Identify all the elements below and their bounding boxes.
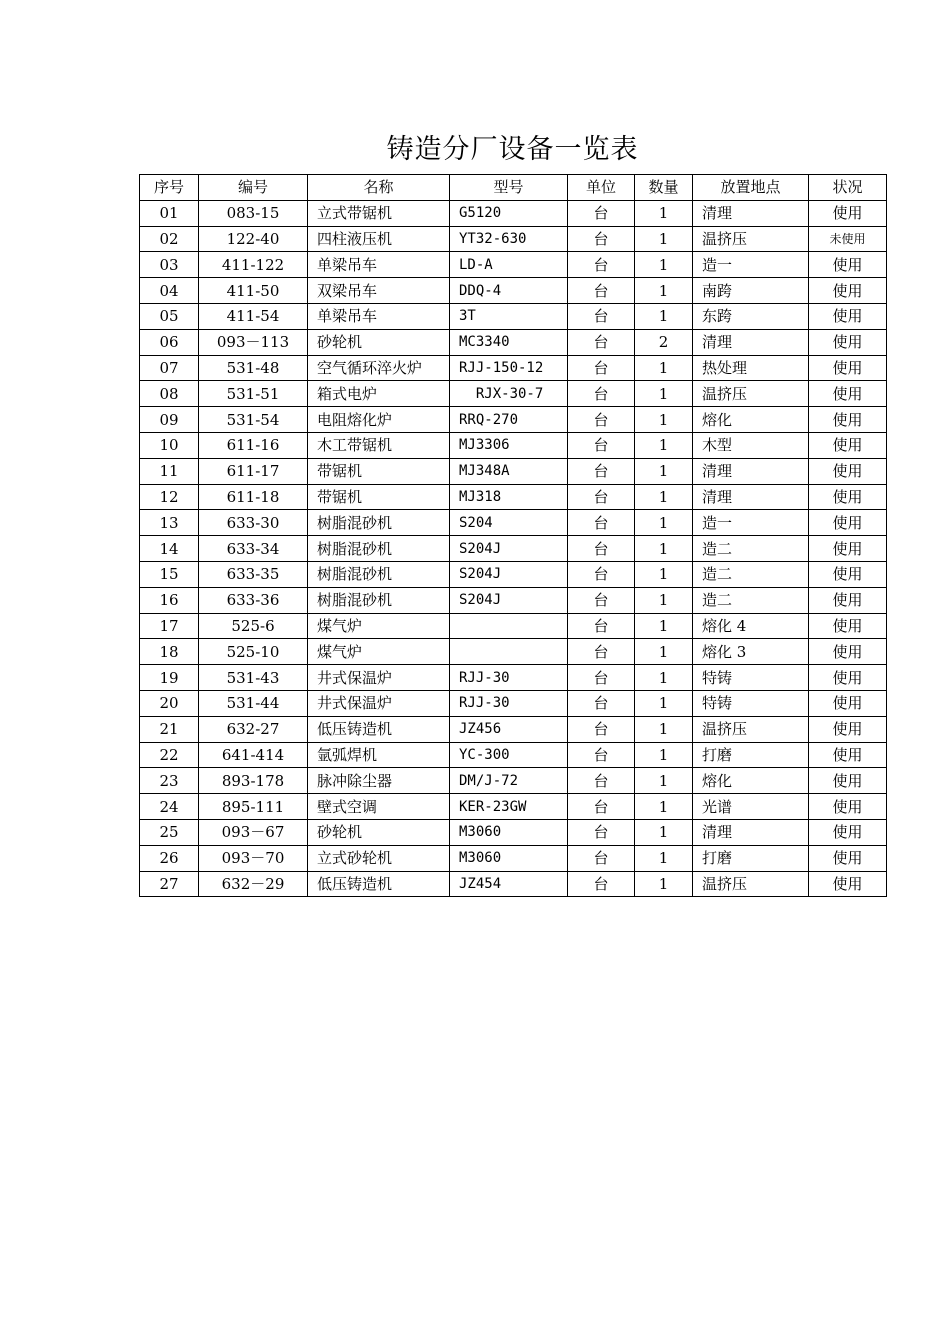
quantity-cell: 1 <box>635 432 693 458</box>
location-cell: 熔化 4 <box>693 613 809 639</box>
status-cell: 使用 <box>809 845 887 871</box>
code-cell: 893-178 <box>199 768 308 794</box>
model-cell: YT32-630 <box>450 226 568 252</box>
quantity-cell: 1 <box>635 742 693 768</box>
model-cell <box>450 639 568 665</box>
status-cell: 使用 <box>809 871 887 897</box>
table-row <box>140 716 887 742</box>
column-header: 放置地点 <box>693 175 809 201</box>
model-cell: RJJ-30 <box>450 665 568 691</box>
status-cell: 使用 <box>809 794 887 820</box>
code-cell: 531-48 <box>199 355 308 381</box>
status-cell: 未使用 <box>809 226 887 252</box>
status-cell: 使用 <box>809 536 887 562</box>
model-cell: JZ454 <box>450 871 568 897</box>
location-cell: 清理 <box>693 329 809 355</box>
model-cell: MC3340 <box>450 329 568 355</box>
unit-cell: 台 <box>568 613 635 639</box>
serial-cell: 15 <box>140 561 199 587</box>
table-row <box>140 561 887 587</box>
status-cell: 使用 <box>809 252 887 278</box>
quantity-cell: 1 <box>635 613 693 639</box>
quantity-cell: 1 <box>635 716 693 742</box>
unit-cell: 台 <box>568 381 635 407</box>
quantity-cell: 1 <box>635 690 693 716</box>
location-cell: 清理 <box>693 819 809 845</box>
quantity-cell: 1 <box>635 587 693 613</box>
unit-cell: 台 <box>568 561 635 587</box>
code-cell: 531-51 <box>199 381 308 407</box>
name-cell: 木工带锯机 <box>308 432 450 458</box>
unit-cell: 台 <box>568 768 635 794</box>
table-row <box>140 278 887 304</box>
status-cell: 使用 <box>809 587 887 613</box>
status-cell: 使用 <box>809 303 887 329</box>
serial-cell: 01 <box>140 200 199 226</box>
table-row <box>140 484 887 510</box>
model-cell: RJJ-150-12 <box>450 355 568 381</box>
code-cell: 093－67 <box>199 819 308 845</box>
table-row <box>140 768 887 794</box>
table-row <box>140 845 887 871</box>
name-cell: 箱式电炉 <box>308 381 450 407</box>
serial-cell: 18 <box>140 639 199 665</box>
name-cell: 双梁吊车 <box>308 278 450 304</box>
name-cell: 树脂混砂机 <box>308 536 450 562</box>
table-row <box>140 226 887 252</box>
unit-cell: 台 <box>568 303 635 329</box>
unit-cell: 台 <box>568 536 635 562</box>
table-row <box>140 639 887 665</box>
unit-cell: 台 <box>568 794 635 820</box>
model-cell: G5120 <box>450 200 568 226</box>
quantity-cell: 1 <box>635 200 693 226</box>
name-cell: 树脂混砂机 <box>308 587 450 613</box>
serial-cell: 06 <box>140 329 199 355</box>
serial-cell: 23 <box>140 768 199 794</box>
location-cell: 打磨 <box>693 742 809 768</box>
name-cell: 立式砂轮机 <box>308 845 450 871</box>
unit-cell: 台 <box>568 845 635 871</box>
model-cell: MJ318 <box>450 484 568 510</box>
location-cell: 造一 <box>693 252 809 278</box>
serial-cell: 03 <box>140 252 199 278</box>
model-cell: RJX-30-7 <box>450 381 568 407</box>
location-cell: 温挤压 <box>693 716 809 742</box>
table-row <box>140 794 887 820</box>
unit-cell: 台 <box>568 871 635 897</box>
quantity-cell: 1 <box>635 536 693 562</box>
location-cell: 造二 <box>693 587 809 613</box>
table-row <box>140 458 887 484</box>
location-cell: 造二 <box>693 561 809 587</box>
code-cell: 641-414 <box>199 742 308 768</box>
model-cell: LD-A <box>450 252 568 278</box>
table-row <box>140 613 887 639</box>
table-row <box>140 871 887 897</box>
column-header: 状况 <box>809 175 887 201</box>
status-cell: 使用 <box>809 458 887 484</box>
model-cell: S204J <box>450 536 568 562</box>
unit-cell: 台 <box>568 407 635 433</box>
model-cell: M3060 <box>450 819 568 845</box>
unit-cell: 台 <box>568 742 635 768</box>
model-cell: S204J <box>450 561 568 587</box>
equipment-table <box>139 174 887 897</box>
code-cell: 633-34 <box>199 536 308 562</box>
table-row <box>140 407 887 433</box>
status-cell: 使用 <box>809 639 887 665</box>
unit-cell: 台 <box>568 819 635 845</box>
name-cell: 四柱液压机 <box>308 226 450 252</box>
model-cell: 3T <box>450 303 568 329</box>
table-row <box>140 381 887 407</box>
name-cell: 树脂混砂机 <box>308 561 450 587</box>
code-cell: 083-15 <box>199 200 308 226</box>
model-cell: DM/J-72 <box>450 768 568 794</box>
serial-cell: 07 <box>140 355 199 381</box>
column-header: 单位 <box>568 175 635 201</box>
location-cell: 东跨 <box>693 303 809 329</box>
unit-cell: 台 <box>568 587 635 613</box>
model-cell: DDQ-4 <box>450 278 568 304</box>
location-cell: 清理 <box>693 484 809 510</box>
code-cell: 093－113 <box>199 329 308 355</box>
code-cell: 531-43 <box>199 665 308 691</box>
model-cell: MJ348A <box>450 458 568 484</box>
name-cell: 低压铸造机 <box>308 871 450 897</box>
status-cell: 使用 <box>809 432 887 458</box>
unit-cell: 台 <box>568 432 635 458</box>
serial-cell: 25 <box>140 819 199 845</box>
serial-cell: 27 <box>140 871 199 897</box>
name-cell: 井式保温炉 <box>308 665 450 691</box>
quantity-cell: 1 <box>635 252 693 278</box>
model-cell: RJJ-30 <box>450 690 568 716</box>
status-cell: 使用 <box>809 561 887 587</box>
location-cell: 清理 <box>693 200 809 226</box>
model-cell <box>450 613 568 639</box>
code-cell: 531-54 <box>199 407 308 433</box>
quantity-cell: 1 <box>635 407 693 433</box>
unit-cell: 台 <box>568 252 635 278</box>
serial-cell: 04 <box>140 278 199 304</box>
status-cell: 使用 <box>809 407 887 433</box>
location-cell: 特铸 <box>693 690 809 716</box>
name-cell: 砂轮机 <box>308 329 450 355</box>
serial-cell: 20 <box>140 690 199 716</box>
code-cell: 411-50 <box>199 278 308 304</box>
quantity-cell: 1 <box>635 381 693 407</box>
serial-cell: 26 <box>140 845 199 871</box>
serial-cell: 02 <box>140 226 199 252</box>
unit-cell: 台 <box>568 510 635 536</box>
serial-cell: 11 <box>140 458 199 484</box>
code-cell: 093－70 <box>199 845 308 871</box>
quantity-cell: 1 <box>635 510 693 536</box>
location-cell: 熔化 <box>693 407 809 433</box>
name-cell: 井式保温炉 <box>308 690 450 716</box>
model-cell: YC-300 <box>450 742 568 768</box>
quantity-cell: 1 <box>635 484 693 510</box>
code-cell: 611-16 <box>199 432 308 458</box>
location-cell: 熔化 <box>693 768 809 794</box>
name-cell: 树脂混砂机 <box>308 510 450 536</box>
unit-cell: 台 <box>568 458 635 484</box>
location-cell: 木型 <box>693 432 809 458</box>
unit-cell: 台 <box>568 484 635 510</box>
status-cell: 使用 <box>809 484 887 510</box>
name-cell: 脉冲除尘器 <box>308 768 450 794</box>
model-cell: RRQ-270 <box>450 407 568 433</box>
quantity-cell: 1 <box>635 278 693 304</box>
location-cell: 特铸 <box>693 665 809 691</box>
code-cell: 531-44 <box>199 690 308 716</box>
name-cell: 带锯机 <box>308 484 450 510</box>
code-cell: 633-35 <box>199 561 308 587</box>
column-header: 名称 <box>308 175 450 201</box>
location-cell: 造一 <box>693 510 809 536</box>
table-row <box>140 200 887 226</box>
quantity-cell: 1 <box>635 226 693 252</box>
status-cell: 使用 <box>809 613 887 639</box>
model-cell: S204 <box>450 510 568 536</box>
location-cell: 温挤压 <box>693 226 809 252</box>
table-header-row <box>140 175 887 201</box>
status-cell: 使用 <box>809 381 887 407</box>
code-cell: 411-122 <box>199 252 308 278</box>
location-cell: 热处理 <box>693 355 809 381</box>
quantity-cell: 1 <box>635 458 693 484</box>
quantity-cell: 1 <box>635 639 693 665</box>
location-cell: 打磨 <box>693 845 809 871</box>
column-header: 编号 <box>199 175 308 201</box>
name-cell: 单梁吊车 <box>308 252 450 278</box>
serial-cell: 19 <box>140 665 199 691</box>
location-cell: 清理 <box>693 458 809 484</box>
status-cell: 使用 <box>809 716 887 742</box>
model-cell: MJ3306 <box>450 432 568 458</box>
table-row <box>140 355 887 381</box>
location-cell: 光谱 <box>693 794 809 820</box>
location-cell: 温挤压 <box>693 381 809 407</box>
code-cell: 122-40 <box>199 226 308 252</box>
quantity-cell: 1 <box>635 665 693 691</box>
table-row <box>140 510 887 536</box>
name-cell: 电阻熔化炉 <box>308 407 450 433</box>
table-row <box>140 536 887 562</box>
column-header: 型号 <box>450 175 568 201</box>
quantity-cell: 1 <box>635 794 693 820</box>
serial-cell: 21 <box>140 716 199 742</box>
code-cell: 632－29 <box>199 871 308 897</box>
code-cell: 632-27 <box>199 716 308 742</box>
name-cell: 单梁吊车 <box>308 303 450 329</box>
quantity-cell: 1 <box>635 819 693 845</box>
table-row <box>140 329 887 355</box>
name-cell: 壁式空调 <box>308 794 450 820</box>
model-cell: KER-23GW <box>450 794 568 820</box>
status-cell: 使用 <box>809 278 887 304</box>
unit-cell: 台 <box>568 200 635 226</box>
code-cell: 525-10 <box>199 639 308 665</box>
unit-cell: 台 <box>568 226 635 252</box>
quantity-cell: 1 <box>635 303 693 329</box>
unit-cell: 台 <box>568 665 635 691</box>
status-cell: 使用 <box>809 768 887 794</box>
quantity-cell: 1 <box>635 355 693 381</box>
quantity-cell: 1 <box>635 768 693 794</box>
code-cell: 611-17 <box>199 458 308 484</box>
quantity-cell: 2 <box>635 329 693 355</box>
table-body <box>140 200 887 897</box>
serial-cell: 14 <box>140 536 199 562</box>
quantity-cell: 1 <box>635 845 693 871</box>
status-cell: 使用 <box>809 355 887 381</box>
status-cell: 使用 <box>809 819 887 845</box>
code-cell: 611-18 <box>199 484 308 510</box>
name-cell: 立式带锯机 <box>308 200 450 226</box>
status-cell: 使用 <box>809 690 887 716</box>
table-row <box>140 665 887 691</box>
status-cell: 使用 <box>809 742 887 768</box>
location-cell: 熔化 3 <box>693 639 809 665</box>
code-cell: 895-111 <box>199 794 308 820</box>
code-cell: 411-54 <box>199 303 308 329</box>
unit-cell: 台 <box>568 716 635 742</box>
serial-cell: 16 <box>140 587 199 613</box>
name-cell: 低压铸造机 <box>308 716 450 742</box>
table-row <box>140 742 887 768</box>
unit-cell: 台 <box>568 355 635 381</box>
page-title: 铸造分厂设备一览表 <box>386 134 639 165</box>
quantity-cell: 1 <box>635 871 693 897</box>
model-cell: M3060 <box>450 845 568 871</box>
model-cell: S204J <box>450 587 568 613</box>
name-cell: 空气循环淬火炉 <box>308 355 450 381</box>
name-cell: 砂轮机 <box>308 819 450 845</box>
status-cell: 使用 <box>809 329 887 355</box>
location-cell: 温挤压 <box>693 871 809 897</box>
location-cell: 造二 <box>693 536 809 562</box>
name-cell: 带锯机 <box>308 458 450 484</box>
table-row <box>140 587 887 613</box>
serial-cell: 05 <box>140 303 199 329</box>
name-cell: 煤气炉 <box>308 639 450 665</box>
serial-cell: 22 <box>140 742 199 768</box>
unit-cell: 台 <box>568 639 635 665</box>
status-cell: 使用 <box>809 665 887 691</box>
name-cell: 煤气炉 <box>308 613 450 639</box>
table-row <box>140 690 887 716</box>
model-cell: JZ456 <box>450 716 568 742</box>
quantity-cell: 1 <box>635 561 693 587</box>
code-cell: 525-6 <box>199 613 308 639</box>
column-header: 数量 <box>635 175 693 201</box>
unit-cell: 台 <box>568 690 635 716</box>
serial-cell: 17 <box>140 613 199 639</box>
serial-cell: 09 <box>140 407 199 433</box>
table-row <box>140 819 887 845</box>
status-cell: 使用 <box>809 510 887 536</box>
unit-cell: 台 <box>568 329 635 355</box>
code-cell: 633-30 <box>199 510 308 536</box>
table-row <box>140 303 887 329</box>
table-row <box>140 432 887 458</box>
table-row <box>140 252 887 278</box>
status-cell: 使用 <box>809 200 887 226</box>
serial-cell: 12 <box>140 484 199 510</box>
code-cell: 633-36 <box>199 587 308 613</box>
location-cell: 南跨 <box>693 278 809 304</box>
name-cell: 氩弧焊机 <box>308 742 450 768</box>
serial-cell: 13 <box>140 510 199 536</box>
unit-cell: 台 <box>568 278 635 304</box>
column-header: 序号 <box>140 175 199 201</box>
serial-cell: 08 <box>140 381 199 407</box>
serial-cell: 24 <box>140 794 199 820</box>
serial-cell: 10 <box>140 432 199 458</box>
